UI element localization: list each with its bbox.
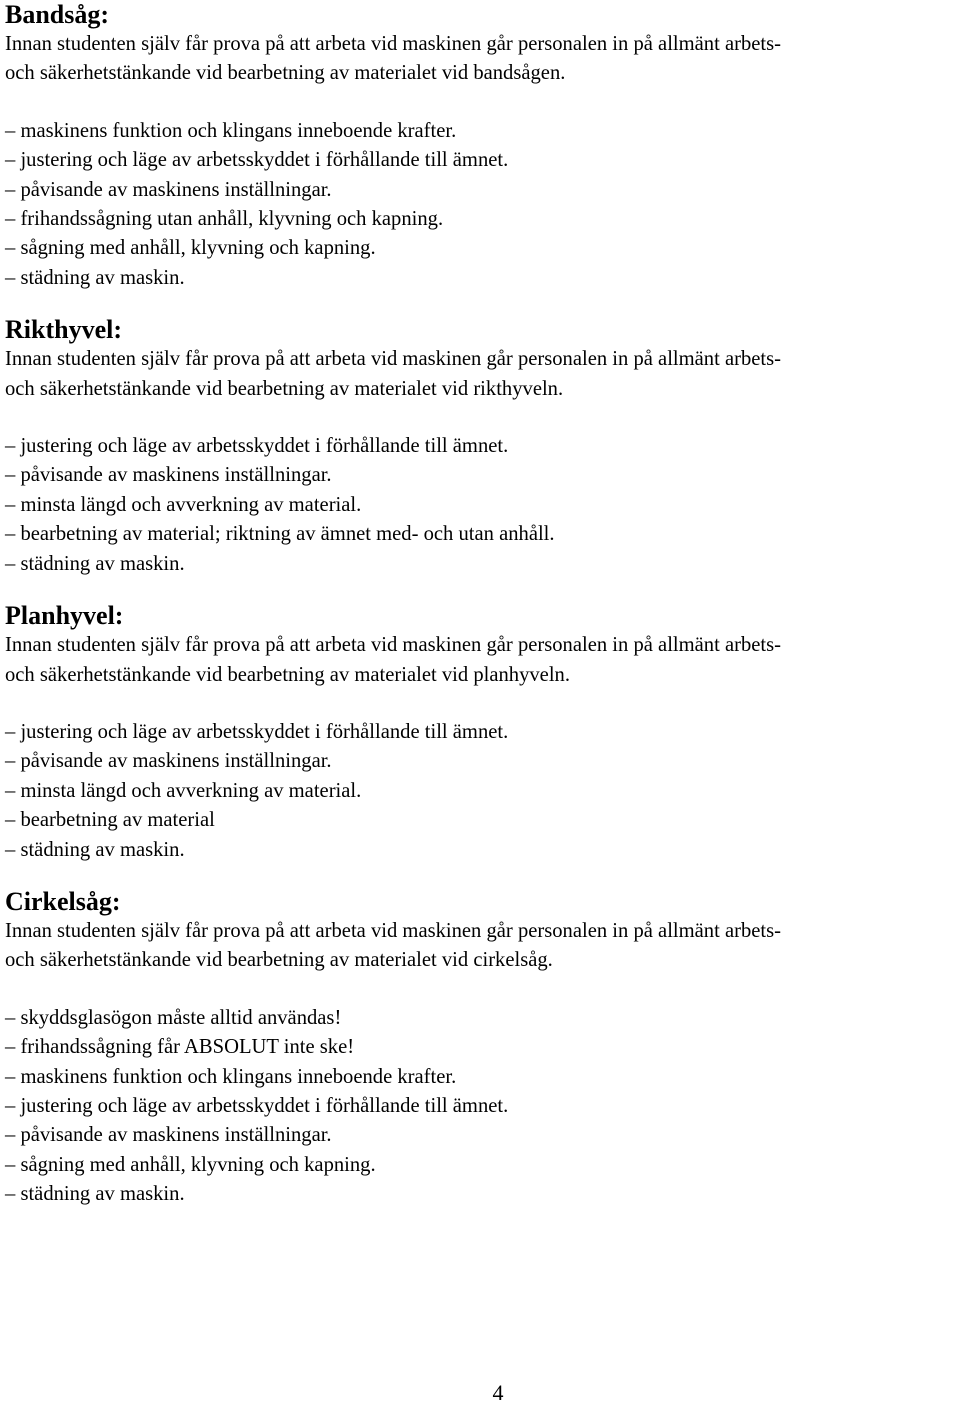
list-item: – sågning med anhåll, klyvning och kapning. (5, 1153, 376, 1176)
intro-line: och säkerhetstänkande vid bearbetning av materialet vid bandsågen. (5, 62, 566, 85)
intro-line: och säkerhetstänkande vid bearbetning av materialet vid rikthyveln. (5, 377, 564, 400)
list-item: – påvisande av maskinens inställningar. (5, 1124, 332, 1147)
section-heading: Rikthyvel: (5, 315, 122, 345)
list-item: – städning av maskin. (5, 838, 185, 861)
list-item: – maskinens funktion och klingans inneboende krafter. (5, 119, 457, 142)
list-item: – frihandssågning får ABSOLUT inte ske! (5, 1036, 355, 1059)
section-cirkelsag (5, 887, 957, 1210)
section-heading: Planhyvel: (5, 601, 124, 631)
list-item: – städning av maskin. (5, 1183, 185, 1206)
intro-line: och säkerhetstänkande vid bearbetning av materialet vid cirkelsåg. (5, 949, 553, 972)
section-bandsag (5, 0, 957, 315)
list-item: – påvisande av maskinens inställningar. (5, 750, 332, 773)
list-item: – justering och läge av arbetsskyddet i förhållande till ämnet. (5, 149, 509, 172)
list-item: – justering och läge av arbetsskyddet i förhållande till ämnet. (5, 435, 509, 458)
list-item: – bearbetning av material (5, 809, 215, 832)
intro-line: Innan studenten själv får prova på att arbeta vid maskinen går personalen in på allmänt arbets- (5, 919, 781, 942)
intro-line: Innan studenten själv får prova på att arbeta vid maskinen går personalen in på allmänt arbets- (5, 634, 781, 657)
intro-line: Innan studenten själv får prova på att arbeta vid maskinen går personalen in på allmänt arbets- (5, 348, 781, 371)
list-item: – bearbetning av material; riktning av ämnet med- och utan anhåll. (5, 523, 555, 546)
list-item: – maskinens funktion och klingans inneboende krafter. (5, 1065, 457, 1088)
list-item: – frihandssågning utan anhåll, klyvning och kapning. (5, 208, 444, 231)
list-item: – justering och läge av arbetsskyddet i förhållande till ämnet. (5, 1094, 509, 1117)
list-item: – minsta längd och avverkning av material. (5, 779, 362, 802)
list-item: – påvisande av maskinens inställningar. (5, 178, 332, 201)
list-item: – minsta längd och avverkning av material. (5, 493, 362, 516)
list-item: – påvisande av maskinens inställningar. (5, 464, 332, 487)
list-item: – justering och läge av arbetsskyddet i förhållande till ämnet. (5, 720, 509, 743)
checklist (5, 718, 957, 865)
intro-line: Innan studenten själv får prova på att arbeta vid maskinen går personalen in på allmänt arbets- (5, 33, 781, 55)
document-page (5, 0, 957, 1210)
section-heading: Bandsåg: (5, 0, 110, 29)
section-planhyvel (5, 601, 957, 887)
checklist (5, 117, 957, 293)
list-item: – städning av maskin. (5, 266, 185, 289)
list-item: – städning av maskin. (5, 552, 185, 575)
section-heading: Cirkelsåg: (5, 886, 121, 916)
list-item: – skyddsglasögon måste alltid användas! (5, 1006, 342, 1029)
page-number: 4 (492, 1380, 504, 1405)
section-rikthyvel (5, 315, 957, 601)
checklist (5, 432, 957, 579)
list-item: – sågning med anhåll, klyvning och kapning. (5, 237, 376, 260)
checklist (5, 1004, 957, 1210)
intro-line: och säkerhetstänkande vid bearbetning av materialet vid planhyveln. (5, 663, 570, 686)
